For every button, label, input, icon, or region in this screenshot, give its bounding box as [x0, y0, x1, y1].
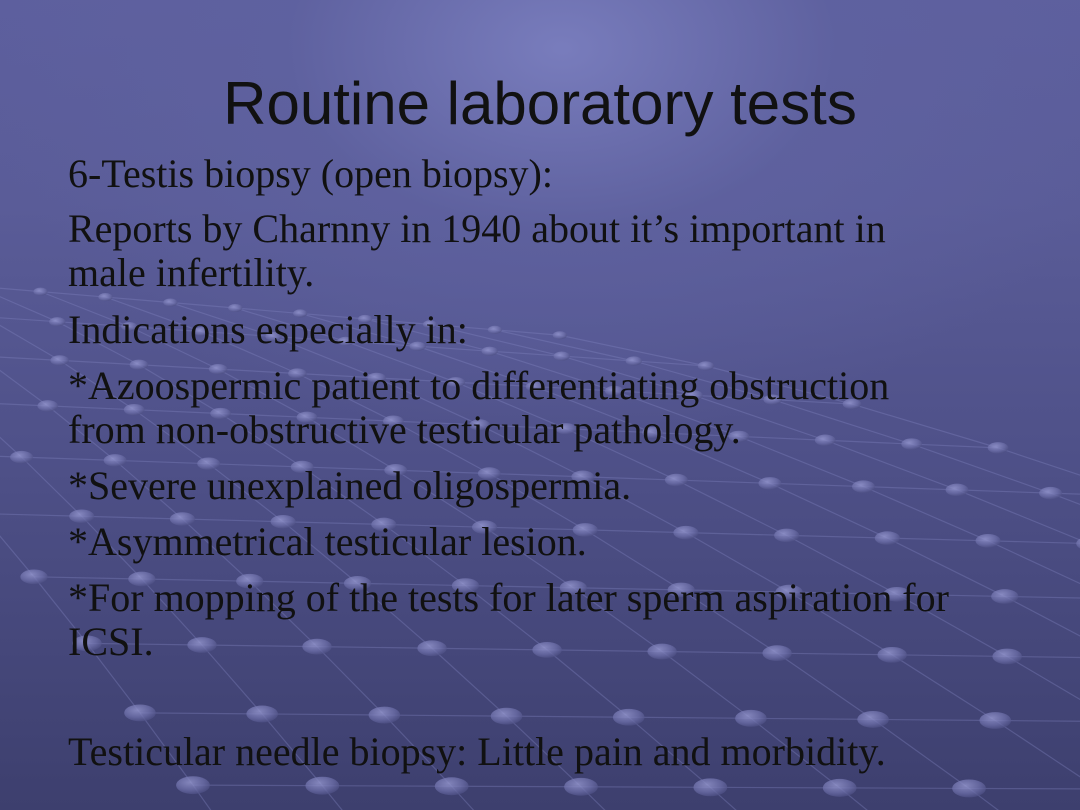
bullet-line: male infertility. [68, 250, 315, 295]
bullet-indications [68, 308, 1028, 352]
bullet-needle-biopsy [68, 730, 1028, 774]
bullet-line: from non-obstructive testicular pathology. [68, 407, 741, 452]
slide-title: Routine laboratory tests [223, 70, 857, 137]
bullet-asymmetrical-lesion [68, 520, 1028, 564]
bullet-icsi-mapping [68, 576, 1028, 664]
bullet-line: Reports by Charnny in 1940 about it’s important in [68, 206, 886, 251]
bullet-line: *Severe unexplained oligospermia. [68, 463, 632, 508]
bullet-charnny-report [68, 207, 1028, 295]
bullet-line: *Asymmetrical testicular lesion. [68, 519, 587, 564]
bullet-line: *For mopping of the tests for later sperm aspiration for [68, 575, 949, 620]
bullet-line: ICSI. [68, 619, 154, 664]
bullet-line: *Azoospermic patient to differentiating obstruction [68, 363, 890, 408]
bullet-line: Testicular needle biopsy: Little pain and morbidity. [68, 729, 886, 774]
bullet-open-biopsy [68, 152, 1028, 196]
bullet-line: Indications especially in: [68, 307, 468, 352]
bullet-line: 6-Testis biopsy (open biopsy): [68, 151, 553, 196]
bullet-oligospermia [68, 464, 1028, 508]
bullet-azoospermic [68, 364, 1028, 452]
